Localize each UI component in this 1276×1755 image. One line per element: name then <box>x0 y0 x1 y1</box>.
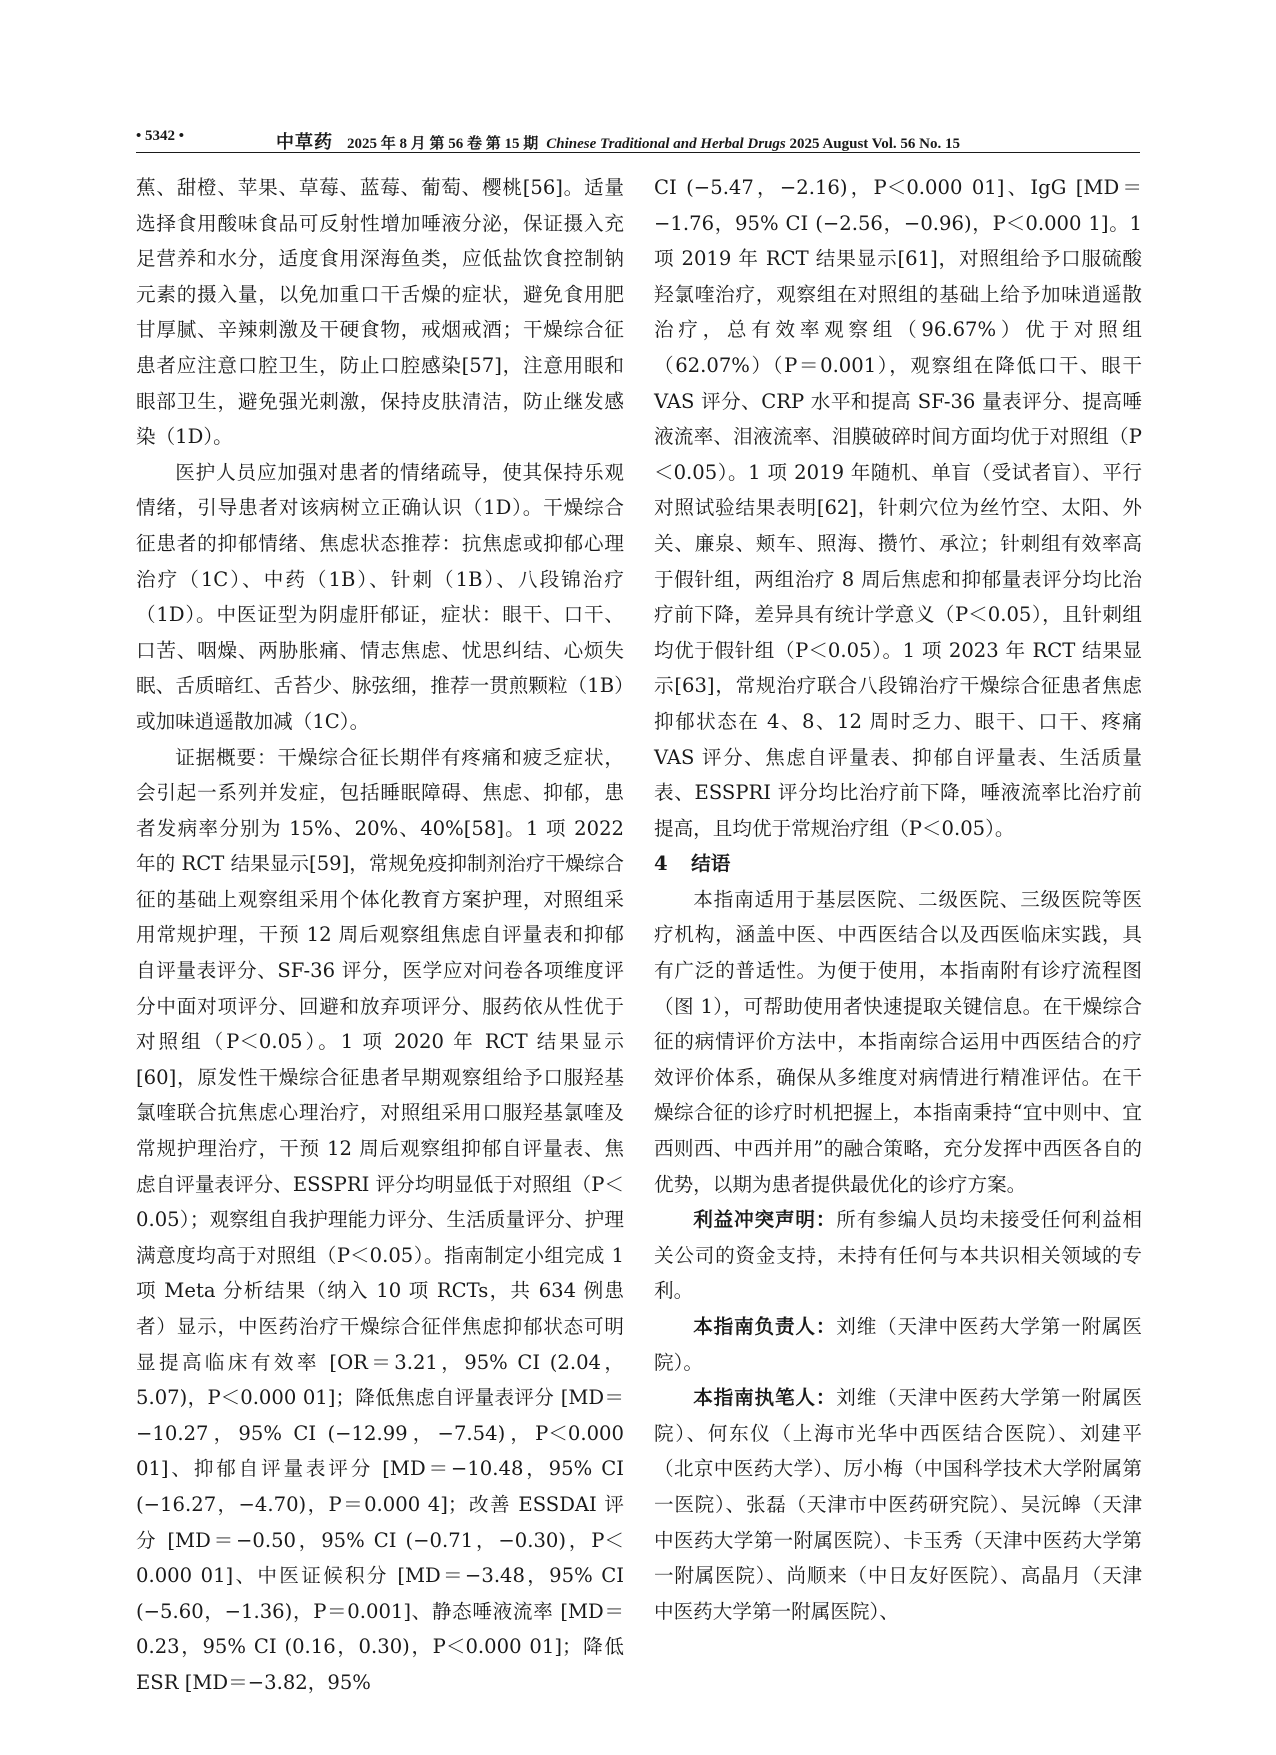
journal-issue-en: 2025 August Vol. 56 No. 15 <box>789 136 960 152</box>
paragraph-evidence: 证据概要：干燥综合征长期伴有疼痛和疲乏症状，会引起一系列并发症，包括睡眠障碍、焦虑、抑郁，患者发病率分别为 15%、20%、40%[58]。1 项 2022 年的 RCT 结果显示[59]，常规免疫抑制剂治疗干燥综合征的基础上观察组采用个体化教育方案护理，对照组采用常规护理，干预 12 周后观察组焦虑自评量表和抑郁自评量表评分、SF-36 评分，医学应对问卷各项维度评分中面对项评分、回避和放弃项评分、服药依从性优于对照组（P＜0.05）。1 项 2020 年 RCT 结果显示[60]，原发性干燥综合征患者早期观察组给予口服羟基氯喹联合抗焦虑心理治疗，对照组采用口服羟基氯喹及常规护理治疗，干预 12 周后观察组抑郁自评量表、焦虑自评量表评分、ESSPRI 评分均明显低于对照组（P＜0.05）；观察组自我护理能力评分、生活质量评分、护理满意度均高于对照组（P＜0.05）。指南制定小组完成 1 项 Meta 分析结果（纳入 10 项 RCTs，共 634 例患者）显示，中医药治疗干燥综合征伴焦虑抑郁状态可明显提高临床有效率 [OR＝3.21，95% CI (2.04，5.07)，P＜0.000 01]；降低焦虑自评量表评分 [MD＝−10.27，95% CI (−12.99，−7.54)，P＜0.000 01]、抑郁自评量表评分 [MD＝−10.48，95% CI (−16.27，−4.70)，P＝0.000 4]；改善 ESSDAI 评分 [MD＝−0.50，95% CI (−0.71，−0.30)，P＜0.000 01]、中医证候积分 [MD＝−3.48，95% CI (−5.60，−1.36)，P＝0.001]、静态唾液流率 [MD＝0.23，95% CI (0.16，0.30)，P＜0.000 01]；降低 ESR [MD＝−3.82，95% <box>136 745 624 1694</box>
lead-text: 刘维（天津中医药大学第一附属医院）。 <box>654 1315 1143 1374</box>
paragraph-evidence-continued: CI (−5.47，−2.16)，P＜0.000 01]、IgG [MD＝−1.76，95% CI (−2.56，−0.96)，P＜0.000 1]。1 项 2019 年 RCT 结果显示[61]，对照组给予口服硫酸羟氯喹治疗，观察组在对照组的基础上给予加味逍遥散治疗，总有效率观察组（96.67%）优于对照组（62.07%）（P＝0.001），观察组在降低口干、眼干 VAS 评分、CRP 水平和提高 SF-36 量表评分、提高唾液流率、泪液流率、泪膜破碎时间方面均优于对照组（P＜0.05）。1 项 2019 年随机、单盲（受试者盲）、平行对照试验结果表明[62]，针刺穴位为丝竹空、太阳、外关、廉泉、颊车、照海、攒竹、承泣；针刺组有效率高于假针组，两组治疗 8 周后焦虑和抑郁量表评分均比治疗前下降，差异具有统计学意义（P＜0.05），且针刺组均优于假针组（P＜0.05）。1 项 2023 年 RCT 结果显示[63]，常规治疗联合八段锦治疗干燥综合征患者焦虑抑郁状态在 4、8、12 周时乏力、眼干、口干、疼痛 VAS 评分、焦虑自评量表、抑郁自评量表、生活质量表、ESSPRI 评分均比治疗前下降，唾液流率比治疗前提高，且均优于常规治疗组（P＜0.05）。 <box>654 176 1142 840</box>
left-column <box>136 170 624 1701</box>
lead-label: 本指南负责人： <box>693 1315 837 1338</box>
section-heading <box>654 846 1142 882</box>
paragraph-emotion: 医护人员应加强对患者的情绪疏导，使其保持乐观情绪，引导患者对该病树立正确认识（1D）。干燥综合征患者的抑郁情绪、焦虑状态推荐：抗焦虑或抑郁心理治疗（1C）、中药（1B）、针刺（1B）、八段锦治疗（1D）。中医证型为阴虚肝郁证，症状：眼干、口干、口苦、咽燥、两胁胀痛、情志焦虑、忧思纠结、心烦失眠、舌质暗红、舌苔少、脉弦细，推荐一贯煎颗粒（1B）或加味逍遥散加减（1C）。 <box>136 460 624 733</box>
running-header <box>136 128 1140 152</box>
page-number: • 5342 • <box>136 128 185 144</box>
paragraph-guideline-lead <box>654 1309 1142 1380</box>
journal-citation <box>276 128 960 154</box>
journal-name-en: Chinese Traditional and Herbal Drugs <box>546 136 786 152</box>
right-column <box>654 170 1142 1629</box>
paragraph-conflict-of-interest <box>654 1202 1142 1309</box>
section-title: 结语 <box>691 852 731 876</box>
writers-label: 本指南执笔人： <box>693 1386 837 1410</box>
journal-issue-cn: 2025 年 8 月 第 56 卷 第 15 期 <box>347 136 539 152</box>
paragraph-conclusion: 本指南适用于基层医院、二级医院、三级医院等医疗机构，涵盖中医、中西医结合以及西医临床实践，具有广泛的普适性。为便于使用，本指南附有诊疗流程图（图 1），可帮助使用者快速提取关键信息。在干燥综合征的病情评价方法中，本指南综合运用中西医结合的疗效评价体系，确保从多维度对病情进行精准评估。在干燥综合征的诊疗时机把握上，本指南秉持“宜中则中、宜西则西、中西并用”的融合策略，充分发挥中西医各自的优势，以期为患者提供最优化的诊疗方案。 <box>654 887 1142 1196</box>
coi-label: 利益冲突声明： <box>693 1208 837 1232</box>
coi-text: 所有参编人员均未接受任何利益相关公司的资金支持，未持有任何与本共识相关领域的专利。 <box>654 1208 1143 1303</box>
header-rule <box>136 152 1140 153</box>
section-number: 4 <box>654 852 668 876</box>
paragraph-writers <box>654 1380 1142 1629</box>
writers-text: 刘维（天津中医药大学第一附属医院）、何东仪（上海市光华中西医结合医院）、刘建平（北京中医药大学）、厉小梅（中国科学技术大学附属第一医院）、张磊（天津市中医药研究院）、吴沅皞（天津中医药大学第一附属医院）、卡玉秀（天津中医药大学第一附属医院）、尚顺来（中日友好医院）、高晶月（天津中医药大学第一附属医院）、 <box>654 1386 1143 1623</box>
journal-logo: 中草药 <box>276 132 333 152</box>
paragraph-diet: 蕉、甜橙、苹果、草莓、蓝莓、葡萄、樱桃[56]。适量选择食用酸味食品可反射性增加唾液分泌，保证摄入充足营养和水分，适度食用深海鱼类，应低盐饮食控制钠元素的摄入量，以免加重口干舌燥的症状，避免食用肥甘厚腻、辛辣刺激及干硬食物，戒烟戒酒；干燥综合征患者应注意口腔卫生，防止口腔感染[57]，注意用眼和眼部卫生，避免强光刺激，保持皮肤清洁，防止继发感染（1D）。 <box>136 176 624 449</box>
